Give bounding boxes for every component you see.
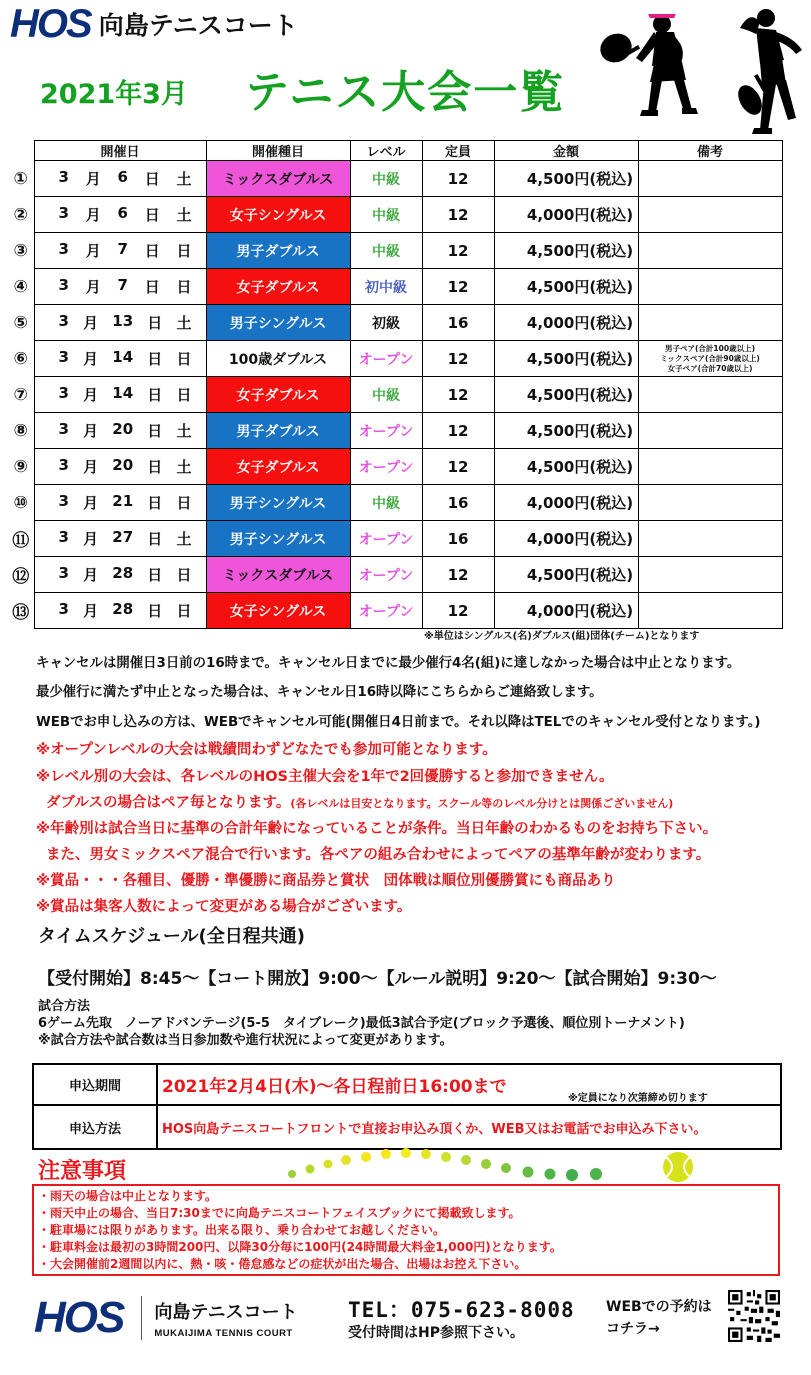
table-row [8, 233, 782, 269]
court-name: 向島テニスコート [98, 11, 298, 40]
row-event-type: ミックスダブルス [206, 557, 350, 593]
row-day: 28 [112, 564, 134, 582]
row-note [638, 305, 782, 341]
row-capacity: 12 [422, 197, 494, 233]
row-price: 4,500円(税込) [494, 449, 638, 485]
note-line: キャンセルは開催日3日前の16時まで。キャンセル日までに最少催行4名(組)に達しなかった場合は中止となります。 [36, 656, 741, 671]
period-label: 申込期間 [33, 1064, 157, 1105]
qr-code-icon[interactable] [728, 1290, 780, 1342]
row-note [638, 341, 782, 377]
row-level: オープン [350, 341, 422, 377]
row-price: 4,000円(税込) [494, 521, 638, 557]
row-weekday: 土 [176, 458, 192, 476]
row-month-unit: 月 [83, 350, 99, 368]
row-event-type: 女子ダブルス [206, 449, 350, 485]
table-row [8, 269, 782, 305]
row-event-type: 男子シングルス [206, 485, 350, 521]
row-month: 3 [58, 456, 69, 474]
web-booking-line-1: WEBでの予約は [606, 1299, 712, 1315]
row-level: オープン [350, 557, 422, 593]
row-capacity: 12 [422, 413, 494, 449]
row-day: 21 [112, 492, 134, 510]
row-capacity: 12 [422, 377, 494, 413]
row-note [638, 269, 782, 305]
row-weekday: 日 [176, 386, 192, 404]
note-line [46, 791, 673, 812]
row-month: 3 [58, 276, 69, 294]
row-month-unit: 月 [83, 458, 99, 476]
row-month-unit: 月 [85, 170, 101, 188]
row-event-type: 女子シングルス [206, 593, 350, 629]
row-month: 3 [58, 168, 69, 186]
row-price: 4,000円(税込) [494, 197, 638, 233]
footer-logo [34, 1293, 298, 1342]
row-price: 4,000円(税込) [494, 305, 638, 341]
row-weekday: 土 [176, 314, 192, 332]
table-row [8, 593, 782, 629]
row-day: 13 [112, 312, 134, 330]
row-level: 初中級 [350, 269, 422, 305]
row-level: 中級 [350, 197, 422, 233]
row-event-type: 男子シングルス [206, 521, 350, 557]
row-weekday: 日 [176, 278, 192, 296]
row-date [34, 521, 206, 557]
footer-name-en: MUKAIJIMA TENNIS COURT [154, 1327, 293, 1339]
row-capacity: 12 [422, 341, 494, 377]
row-day-unit: 日 [147, 386, 163, 404]
row-month: 3 [58, 384, 69, 402]
row-weekday: 日 [176, 566, 192, 584]
caution-title: 注意事項 [38, 1159, 127, 1184]
row-date [34, 269, 206, 305]
row-weekday: 日 [176, 494, 192, 512]
row-weekday: 土 [176, 422, 192, 440]
application-table [32, 1063, 782, 1150]
title-month: 2021年3月 [40, 79, 188, 110]
row-price: 4,500円(税込) [494, 233, 638, 269]
row-day-unit: 日 [144, 242, 160, 260]
row-month: 3 [58, 240, 69, 258]
row-event-type: 女子ダブルス [206, 377, 350, 413]
row-weekday: 土 [176, 170, 192, 188]
col-capacity: 定員 [422, 141, 494, 161]
row-level: 中級 [350, 233, 422, 269]
row-event-type: 男子ダブルス [206, 413, 350, 449]
method-line-2: ※試合方法や試合数は当日参加数や進行状況によって変更があります。 [38, 1033, 453, 1048]
row-weekday: 日 [176, 602, 192, 620]
method-label: 申込方法 [33, 1105, 157, 1149]
row-note [638, 197, 782, 233]
row-date [34, 161, 206, 197]
table-row [8, 521, 782, 557]
row-date [34, 593, 206, 629]
row-number: ② [13, 204, 28, 225]
row-note [638, 557, 782, 593]
col-price: 金額 [494, 141, 638, 161]
row-number: ③ [13, 240, 28, 261]
tennis-players-illustration [590, 0, 811, 140]
row-number: ⑩ [13, 492, 28, 513]
row-number: ⑫ [12, 567, 30, 587]
row-date [34, 485, 206, 521]
table-row [8, 449, 782, 485]
row-price: 4,000円(税込) [494, 485, 638, 521]
row-month-unit: 月 [83, 494, 99, 512]
row-day-unit: 日 [144, 206, 160, 224]
row-number: ⑪ [12, 531, 30, 551]
deadline-note: ※定員になり次第締め切ります [568, 1093, 708, 1104]
row-note [638, 521, 782, 557]
note-line: また、男女ミックスペア混合で行います。各ペアの組み合わせによってペアの基準年齢が変わります。 [46, 847, 711, 863]
events-table-body [8, 161, 782, 629]
footer-names [154, 1298, 297, 1339]
row-day-unit: 日 [144, 278, 160, 296]
note-line: ※年齢別は試合当日に基準の合計年齢になっていることが条件。当日年齢のわかるものをお持ち下さい。 [36, 821, 718, 837]
row-level: 中級 [350, 485, 422, 521]
row-day: 6 [117, 168, 128, 186]
web-booking[interactable] [606, 1296, 712, 1340]
row-day-unit: 日 [147, 458, 163, 476]
row-month-unit: 月 [83, 602, 99, 620]
row-capacity: 12 [422, 449, 494, 485]
row-event-type: 100歳ダブルス [206, 341, 350, 377]
period-cell [157, 1064, 781, 1105]
row-number: ⑨ [13, 456, 28, 477]
row-capacity: 16 [422, 305, 494, 341]
row-month-unit: 月 [85, 278, 101, 296]
row-month-unit: 月 [85, 206, 101, 224]
row-month: 3 [58, 564, 69, 582]
row-price: 4,500円(税込) [494, 413, 638, 449]
row-day-unit: 日 [147, 314, 163, 332]
row-weekday: 日 [176, 350, 192, 368]
method-value: HOS向島テニスコートフロントで直接お申込み頂くか、WEB又はお電話でお申込み下さい。 [157, 1105, 781, 1149]
row-month: 3 [58, 492, 69, 510]
table-row [8, 557, 782, 593]
row-capacity: 12 [422, 557, 494, 593]
caution-item: ・雨天中止の場合、当日7:30までに向島テニスコートフェイスブックにて掲載致します。 [38, 1206, 521, 1220]
row-price: 4,500円(税込) [494, 269, 638, 305]
tennis-ball-icon [663, 1152, 693, 1182]
row-day-unit: 日 [147, 422, 163, 440]
row-month-unit: 月 [83, 422, 99, 440]
row-capacity: 12 [422, 161, 494, 197]
row-weekday: 土 [176, 530, 192, 548]
unit-note: ※単位はシングルス(名)ダブルス(組)団体(チーム)となります [424, 631, 700, 642]
ball-dots [288, 1148, 602, 1181]
row-level: 中級 [350, 377, 422, 413]
note-line: ※レベル別の大会は、各レベルのHOS主催大会を1年で2回優勝すると参加できません。 [36, 769, 614, 785]
application-method-row [33, 1105, 781, 1149]
caution-item: ・大会開催前2週間以内に、熱・咳・倦怠感などの症状が出た場合、出場はお控え下さい。 [38, 1257, 527, 1271]
note-small: (各レベルは目安となります。スクール等のレベル分けとは関係ございません) [290, 797, 674, 810]
row-event-type: 女子シングルス [206, 197, 350, 233]
phone-number[interactable]: TEL：075-623-8008 [348, 1298, 575, 1322]
col-note: 備考 [638, 141, 782, 161]
row-level: オープン [350, 593, 422, 629]
row-level: オープン [350, 413, 422, 449]
row-number: ⑦ [13, 384, 28, 405]
row-month: 3 [58, 600, 69, 618]
timeschedule-title: タイムスケジュール(全日程共通) [38, 926, 306, 947]
row-weekday: 日 [176, 242, 192, 260]
row-level: オープン [350, 449, 422, 485]
row-level: オープン [350, 521, 422, 557]
row-event-type: 男子ダブルス [206, 233, 350, 269]
row-note-line: 女子ペア(合計70歳以上) [667, 363, 753, 373]
table-row [8, 197, 782, 233]
note-line: 最少催行に満たず中止となった場合は、キャンセル日16時以降にこちらからご連絡致します。 [36, 685, 603, 700]
row-month-unit: 月 [83, 314, 99, 332]
row-day-unit: 日 [147, 566, 163, 584]
row-month: 3 [58, 528, 69, 546]
footer-divider [141, 1296, 142, 1340]
note-line: ※賞品は集客人数によって変更がある場合がございます。 [36, 899, 412, 915]
note-line: WEBでお申し込みの方は、WEBでキャンセル可能(開催日4日前まで。それ以降はTELでのキャンセル受付となります。) [36, 715, 761, 730]
row-day: 20 [112, 420, 134, 438]
table-row [8, 305, 782, 341]
row-date [34, 305, 206, 341]
method-line-1: 6ゲーム先取 ノーアドバンテージ(5-5 タイブレーク)最低3試合予定(ブロック予選後、順位別トーナメント) [38, 1016, 685, 1031]
tennis-ball-dots-decoration [280, 1144, 710, 1189]
row-note-line: ミックスペア(合計90歳以上) [660, 353, 760, 363]
row-capacity: 16 [422, 521, 494, 557]
row-capacity: 12 [422, 593, 494, 629]
page-title: テニス大会一覧 [245, 67, 566, 118]
row-note [638, 377, 782, 413]
caution-item: ・駐車場には限りがあります。出来る限り、乗り合わせてお越しください。 [38, 1223, 446, 1237]
row-month-unit: 月 [85, 242, 101, 260]
row-note [638, 413, 782, 449]
hos-logo: HOS [10, 2, 91, 46]
row-day: 28 [112, 600, 134, 618]
method-title: 試合方法 [38, 999, 91, 1014]
row-date [34, 197, 206, 233]
application-period-row [33, 1064, 781, 1105]
row-price: 4,000円(税込) [494, 593, 638, 629]
row-note-line: 男子ペア(合計100歳以上) [664, 343, 755, 353]
row-date [34, 557, 206, 593]
row-month: 3 [58, 348, 69, 366]
note-line: ※オープンレベルの大会は戦績問わずどなたでも参加可能となります。 [36, 742, 497, 758]
col-type: 開催種目 [206, 141, 350, 161]
row-date [34, 449, 206, 485]
row-note [638, 161, 782, 197]
period-value: 2021年2月4日(木)～各日程前日16:00まで [162, 1077, 507, 1097]
row-day-unit: 日 [147, 530, 163, 548]
row-day: 7 [117, 276, 128, 294]
row-event-type: ミックスダブルス [206, 161, 350, 197]
row-date [34, 377, 206, 413]
events-table-wrap [8, 140, 783, 629]
row-capacity: 12 [422, 269, 494, 305]
row-number: ① [13, 168, 28, 189]
row-note [638, 593, 782, 629]
table-header-row [8, 141, 782, 161]
header-spacer [8, 141, 34, 161]
row-note [638, 233, 782, 269]
row-level: 初級 [350, 305, 422, 341]
timeschedule-line: 【受付開始】8:45～【コート開放】9:00～【ルール説明】9:20～【試合開始】9:30～ [38, 969, 717, 989]
row-price: 4,500円(税込) [494, 161, 638, 197]
col-level: レベル [350, 141, 422, 161]
caution-box [32, 1184, 780, 1276]
match-method [38, 998, 685, 1049]
row-number: ⑬ [12, 603, 30, 623]
note-text: ダブルスの場合はペア毎となります。 [46, 795, 291, 811]
footer-hos-logo: HOS [34, 1293, 124, 1342]
table-row [8, 413, 782, 449]
row-date [34, 341, 206, 377]
row-capacity: 12 [422, 233, 494, 269]
row-capacity: 16 [422, 485, 494, 521]
reception-hours: 受付時間はHP参照下さい。 [348, 1325, 524, 1341]
row-date [34, 233, 206, 269]
row-price: 4,500円(税込) [494, 341, 638, 377]
row-day: 20 [112, 456, 134, 474]
row-month: 3 [58, 204, 69, 222]
caution-item: ・駐車料金は最初の3時間200円、以降30分毎に100円(24時間最大料金1,000円)となります。 [38, 1240, 562, 1254]
row-number: ⑥ [13, 348, 28, 369]
row-number: ⑤ [13, 312, 28, 333]
row-weekday: 土 [176, 206, 192, 224]
row-day: 27 [112, 528, 134, 546]
row-price: 4,500円(税込) [494, 557, 638, 593]
row-price: 4,500円(税込) [494, 377, 638, 413]
row-level: 中級 [350, 161, 422, 197]
web-booking-line-2: コチラ→ [606, 1321, 660, 1337]
row-date [34, 413, 206, 449]
table-row [8, 341, 782, 377]
row-day-unit: 日 [147, 350, 163, 368]
row-day: 14 [112, 348, 134, 366]
row-note [638, 449, 782, 485]
header-logo [10, 4, 298, 44]
row-day-unit: 日 [147, 494, 163, 512]
row-event-type: 女子ダブルス [206, 269, 350, 305]
events-table [8, 140, 783, 629]
row-month-unit: 月 [83, 386, 99, 404]
row-day: 6 [117, 204, 128, 222]
footer-name-jp: 向島テニスコート [154, 1301, 298, 1323]
row-month-unit: 月 [83, 566, 99, 584]
row-note [638, 485, 782, 521]
note-line: ※賞品・・・各種目、優勝・準優勝に商品券と賞状 団体戦は順位別優勝賞にも商品あり [36, 873, 616, 889]
row-number: ⑧ [13, 420, 28, 441]
row-number: ④ [13, 276, 28, 297]
row-day-unit: 日 [147, 602, 163, 620]
row-month: 3 [58, 420, 69, 438]
row-day-unit: 日 [144, 170, 160, 188]
table-row [8, 485, 782, 521]
row-month: 3 [58, 312, 69, 330]
col-date: 開催日 [34, 141, 206, 161]
row-day: 7 [117, 240, 128, 258]
row-day: 14 [112, 384, 134, 402]
row-month-unit: 月 [83, 530, 99, 548]
caution-item: ・雨天の場合は中止となります。 [38, 1189, 218, 1203]
row-event-type: 男子シングルス [206, 305, 350, 341]
table-row [8, 377, 782, 413]
table-row [8, 161, 782, 197]
